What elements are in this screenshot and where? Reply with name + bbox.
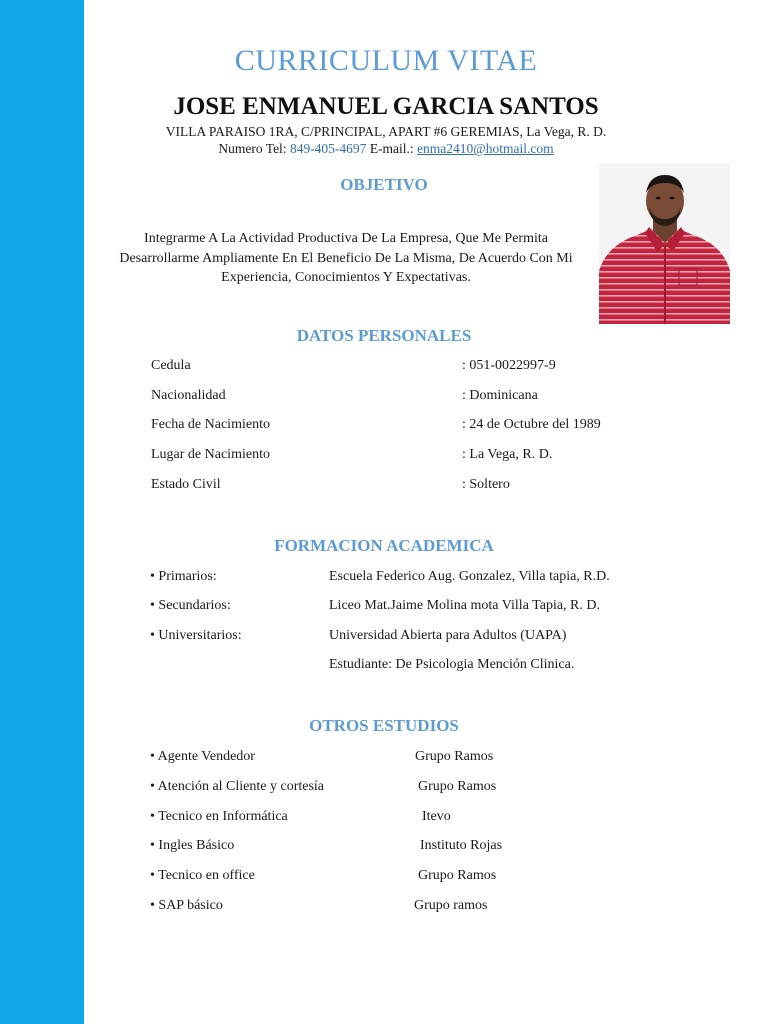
profile-photo [599,163,730,324]
education-level: • Universitarios: [150,628,242,643]
objective-text: Integrarme A La Actividad Productiva De La Empresa, Que Me Permita Desarrollarme Ampliamente En El Beneficio De La Misma, De Acuerdo Con Mi Experiencia, Conocimientos Y Expectativas. [119,231,573,285]
education-institution: Liceo Mat.Jaime Molina mota Villa Tapia, R. D. [329,598,600,613]
course-name: • Tecnico en office [150,868,255,883]
other-studies-heading: OTROS ESTUDIOS [309,716,459,735]
personal-label: Cedula [151,358,191,373]
course-name: • Atención al Cliente y cortesía [150,779,325,794]
course-provider: Grupo Ramos [418,779,497,794]
education-institution: Universidad Abierta para Adultos (UAPA) [329,628,567,643]
phone-number: 849-405-4697 [289,141,367,156]
personal-label: Nacionalidad [151,388,226,403]
education-level: • Primarios: [150,569,217,584]
education-institution: Escuela Federico Aug. Gonzalez, Villa tapia, R.D. [329,569,610,584]
course-name: • Tecnico en Informática [150,809,288,824]
personal-value: : Soltero [462,477,510,492]
personal-value: : 24 de Octubre del 1989 [462,417,601,432]
personal-value: : Dominicana [462,388,538,403]
document-title: CURRICULUM VITAE [234,44,538,77]
person-photo-illustration [599,163,730,324]
phone-label: Numero Tel: [218,141,290,156]
course-name: • SAP básico [150,898,223,913]
personal-label: Estado Civil [151,477,221,492]
personal-data-heading: DATOS PERSONALES [296,326,472,345]
left-accent-bar [0,0,84,1024]
personal-label: Fecha de Nacimiento [151,417,270,432]
candidate-name: JOSE ENMANUEL GARCIA SANTOS [173,93,599,120]
email-label: E-mail.: [366,141,418,156]
education-detail: Estudiante: De Psicologia Mención Clinica. [329,657,575,672]
address-line: VILLA PARAISO 1RA, C/PRINCIPAL, APART #6 GEREMIAS, La Vega, R. D. [165,124,607,139]
course-provider: Instituto Rojas [420,838,503,853]
personal-value: : La Vega, R. D. [462,447,553,462]
course-provider: Grupo ramos [414,898,488,913]
course-provider: Grupo Ramos [415,749,494,764]
email-link[interactable]: enma2410@hotmail.com [417,141,554,156]
course-provider: Itevo [422,809,451,824]
education-heading: FORMACION ACADEMICA [274,536,494,555]
course-provider: Grupo Ramos [418,868,497,883]
personal-value: : 051-0022997-9 [462,358,556,373]
education-level: • Secundarios: [150,598,231,613]
objective-heading: OBJETIVO [340,175,428,194]
course-name: • Ingles Básico [150,838,235,853]
contact-line [84,141,688,157]
personal-label: Lugar de Nacimiento [151,447,270,462]
course-name: • Agente Vendedor [150,749,255,764]
